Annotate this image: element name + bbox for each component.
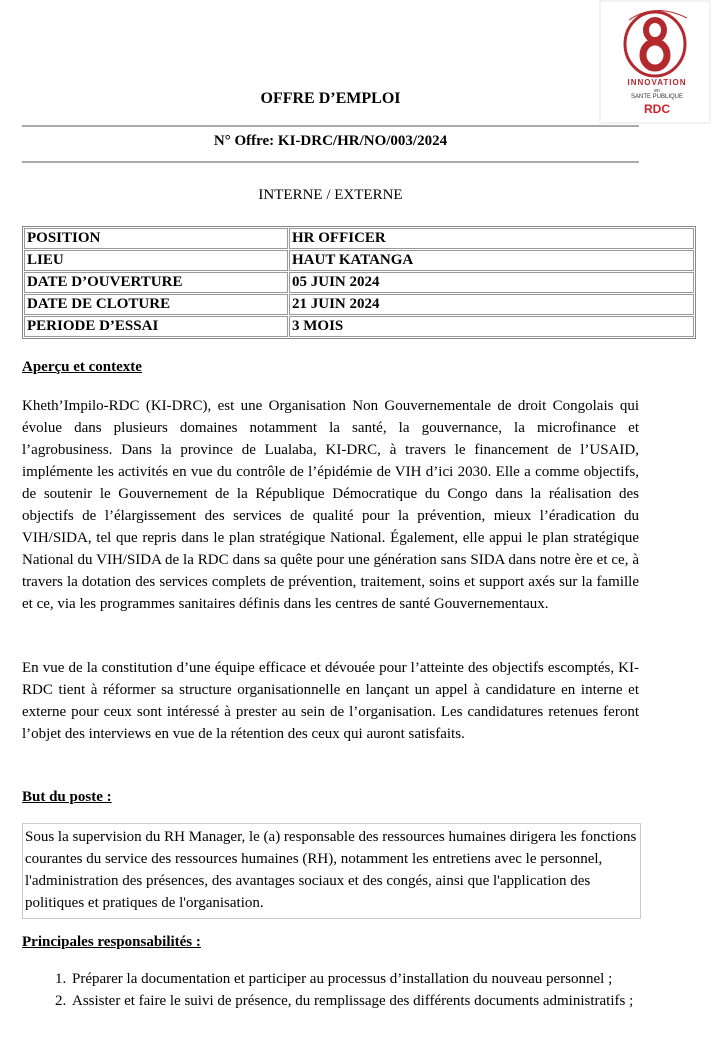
table-row [24, 228, 694, 249]
info-value: 21 JUIN 2024 [289, 294, 694, 315]
purpose-text-box: Sous la supervision du RH Manager, le (a) responsable des ressources humaines dirigera les fonctions courantes du service des ressources humaines (RH), notamment les entretiens avec le personnel, l'administration des présences, des avantages sociaux et des congés, ainsi que l'application des politiques et pratiques de l'organisation. [22, 823, 641, 919]
table-row [24, 316, 694, 337]
list-item: 2. Assister et faire le suivi de présence, du remplissage des différents documents administratifs ; [70, 992, 687, 1011]
info-label: PERIODE D’ESSAI [24, 316, 288, 337]
page-title: OFFRE D’EMPLOI [260, 90, 401, 107]
info-value: HR OFFICER [289, 228, 694, 249]
divider-top [22, 125, 639, 127]
table-row [24, 272, 694, 293]
overview-paragraph-2: En vue de la constitution d’une équipe efficace et dévouée pour l’atteinte des objectifs escomptés, KI-RDC tient à réformer sa structure organisationnelle en lançant un appel à candidature en interne et externe pour ceux sont intéressé à prester au sein de l’organisation. Les candidatures retenues feront l’objet des interviews en vue de la rétention des ceux qui auront satisfaits. [22, 660, 639, 742]
responsibilities-list [22, 970, 687, 1014]
logo-tagline: INNOVATION [627, 78, 687, 87]
info-label: DATE D’OUVERTURE [24, 272, 288, 293]
overview-paragraph-1: Kheth’Impilo-RDC (KI-DRC), est une Organisation Non Gouvernementale de droit Congolais qui évolue dans plusieurs domaines notamment la santé, la gouvernance, la microfinance et l’agrobusiness. Dans la province de Lualaba, KI-DRC, à travers le financement de l’USAID, implémente les activités en vue du contrôle de l’épidémie de VIH d’ici 2030. Elle a comme objectifs, de soutenir le Gouvernement de la République Démocratique du Congo dans la réalisation des objectifs de l’élargissement des services de qualité pour la prévention, mieux l’éradication du VIH/SIDA, tel que repris dans le plan stratégique National. Également, elle appui le plan stratégique National du VIH/SIDA de la RDC dans sa quête pour une génération sans SIDA dans notre ère et ce, à travers la dotation des services complets de prévention, traitement, soins et support axés sur la famille et ce, via les programmes sanitaires définis dans les centres de santé Gouvernementaux. [22, 398, 639, 612]
info-value: HAUT KATANGA [289, 250, 694, 271]
offer-number: N° Offre: KI-DRC/HR/NO/003/2024 [213, 133, 448, 149]
job-info-table [22, 226, 696, 339]
info-label: LIEU [24, 250, 288, 271]
logo-tagline-en: en [654, 88, 660, 94]
info-label: DATE DE CLOTURE [24, 294, 288, 315]
info-label: POSITION [24, 228, 288, 249]
responsibilities-heading: Principales responsabilités : [22, 934, 201, 950]
table-row [24, 250, 694, 271]
overview-heading: Aperçu et contexte [22, 359, 142, 375]
logo-subtitle: SANTE PUBLIQUE [630, 94, 683, 100]
table-row [24, 294, 694, 315]
offer-scope: INTERNE / EXTERNE [258, 187, 403, 203]
info-value: 3 MOIS [289, 316, 694, 337]
info-value: 05 JUIN 2024 [289, 272, 694, 293]
list-item: 1. Préparer la documentation et participer au processus d’installation du nouveau personnel ; [70, 970, 687, 989]
logo-country: RDC [644, 102, 670, 116]
purpose-heading: But du poste : [22, 789, 112, 805]
divider-bottom [22, 161, 639, 163]
